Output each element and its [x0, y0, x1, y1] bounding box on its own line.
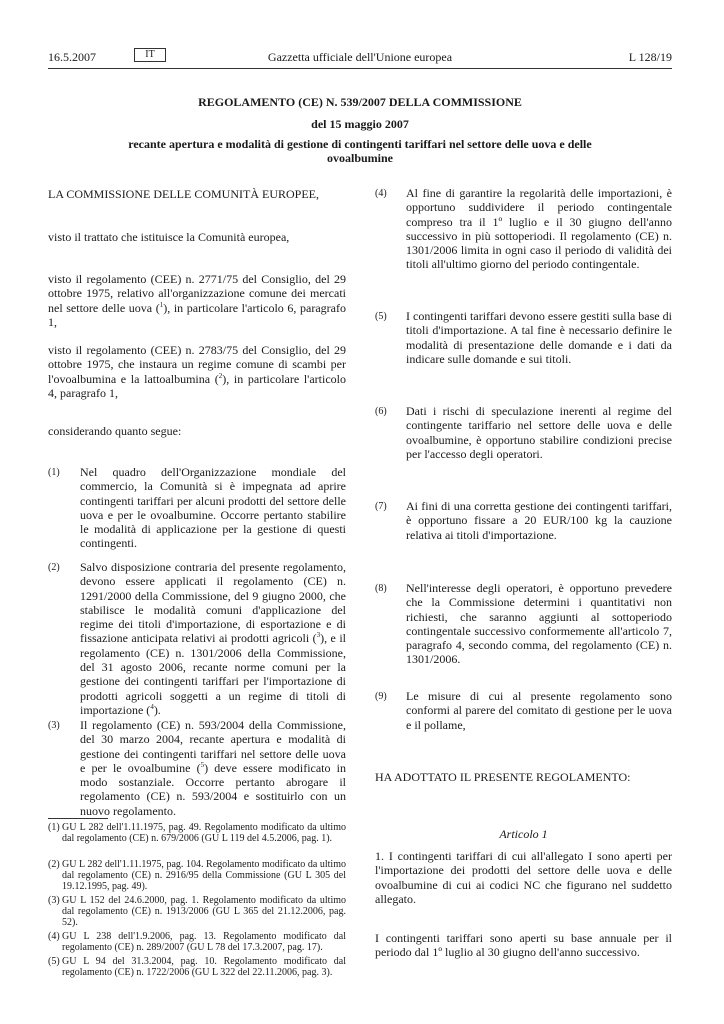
recital-1: Nel quadro dell'Organizzazione mondiale del commercio, la Comunità si è impegnata ad aprire contingenti tariffari per alcuni prodotti del settore delle uova e per le ovoalbumine. Occorre pertanto stabilire le modalità di applicazione per la gestione di questi contingenti. — [80, 465, 346, 551]
page-header — [48, 44, 672, 66]
recital-3: Il regolamento (CE) n. 593/2004 della Commissione, del 30 marzo 2004, recante apertura e modalità di gestione dei contingenti tariffari nel settore delle uova e per le ovoalbumine ($^5$) deve essere modificato in modo sostanziale. Occorre pertanto abrogare il regolamento (CE) n. 593/2004 e sostituirlo con un nuovo regolamento. — [80, 718, 346, 818]
recital-number: (6) — [375, 406, 387, 417]
recital-4: Al fine di garantire la regolarità delle importazioni, è opportuno suddividere il periodo contingentale compreso tra il 1º luglio e il 30 giugno dell'anno successivo in più sottoperiodi. Il regolamento (CE) n. 1301/2006 limita in ogni caso il periodo di validità dei titoli all'ultimo giorno del periodo contingentale. — [406, 186, 672, 272]
recital-number: (4) — [375, 188, 387, 199]
recital-2: Salvo disposizione contraria del presente regolamento, devono essere applicati il regolamento (CE) n. 1291/2000 della Commissione, del 9 giugno 2000, che stabilisce le modalità comuni d'applicazione del regime dei titoli d'importazione, di esportazione e di fissazione anticipata relativi ai prodotti agricoli ($^3$), e il regolamento (CE) n. 1301/2006 della Commissione, del 31 agosto 2006, recante norme comuni per la gestione dei contingenti tariffari per l'importazione di prodotti agricoli soggetti a un regime di titoli di importazione ($^4$). — [80, 560, 346, 717]
considerando: considerando quanto segue: — [48, 424, 182, 438]
recital-7: Ai fini di una corretta gestione dei contingenti tariffari, è opportuno fissare a 20 EUR/100 kg la cauzione relativa ai titoli d'importazione. — [406, 499, 672, 542]
recital-8: Nell'interesse degli operatori, è opportuno prevedere che la Commissione determini i quantitativi non richiesti, che saranno aggiunti al sottoperiodo contingentale successivo conformemente all'articolo 7, paragrafo 4, secondo comma, del regolamento (CE) n. 1301/2006. — [406, 581, 672, 667]
article-1-paragraph-2: I contingenti tariffari sono aperti su base annuale per il periodo dal 1º luglio al 30 giugno dell'anno successivo. — [375, 931, 672, 960]
visto-trattato: visto il trattato che istituisce la Comunità europea, — [48, 230, 290, 244]
recital-number: (3) — [48, 720, 60, 731]
language-code-box: IT — [134, 48, 166, 62]
recital-5: I contingenti tariffari devono essere gestiti sulla base di titoli d'importazione. A tal fine è necessario definire le modalità di presentazione delle domande e i dati da indicare sulle domande e sui titoli. — [406, 309, 672, 366]
recital-number: (5) — [375, 311, 387, 322]
article-1-heading: Articolo 1 — [499, 827, 548, 841]
visto-reg-2771: visto il regolamento (CEE) n. 2771/75 del Consiglio, del 29 ottobre 1975, relativo all'organizzazione comune dei mercati nel settore delle uova ($^1$), in particolare l'articolo 6, paragrafo 1, — [48, 272, 346, 329]
visto-reg-2783: visto il regolamento (CEE) n. 2783/75 del Consiglio, del 29 ottobre 1975, che instaura un regime comune di scambi per l'ovoalbumina e la lattoalbumina ($^2$), in particolare l'articolo 4, paragrafo 1, — [48, 343, 346, 400]
publication-date: 16.5.2007 — [48, 50, 96, 64]
footnote-divider — [48, 818, 108, 819]
journal-title: Gazzetta ufficiale dell'Unione europea — [267, 50, 453, 64]
article-1-paragraph-1: 1. I contingenti tariffari di cui all'allegato I sono aperti per l'importazione dei prodotti del settore delle uova e delle ovoalbumine di cui ai codici NC che figurano nel suddetto allegato. — [375, 849, 672, 906]
recital-number: (1) — [48, 467, 60, 478]
recital-number: (2) — [48, 562, 60, 573]
intro-line: LA COMMISSIONE DELLE COMUNITÀ EUROPEE, — [48, 187, 319, 201]
recital-6: Dati i rischi di speculazione inerenti al regime del contingente tariffario nel settore delle uova e delle ovoalbumine, è opportuno stabilire condizioni precise per l'accesso degli operatori. — [406, 404, 672, 461]
recital-9: Le misure di cui al presente regolamento sono conformi al parere del comitato di gestione per le uova e il pollame, — [406, 689, 672, 732]
regulation-subject: recante apertura e modalità di gestione di contingenti tariffari nel settore delle uova e delle — [128, 137, 592, 151]
recital-number: (8) — [375, 583, 387, 594]
regulation-title: REGOLAMENTO (CE) N. 539/2007 DELLA COMMISSIONE — [198, 95, 522, 109]
recital-number: (7) — [375, 501, 387, 512]
regulation-date: del 15 maggio 2007 — [311, 117, 409, 131]
regulation-subject-cont: ovoalbumine — [326, 151, 393, 165]
adoption-clause: HA ADOTTATO IL PRESENTE REGOLAMENTO: — [375, 770, 631, 784]
page-reference: L 128/19 — [628, 50, 672, 64]
recital-number: (9) — [375, 691, 387, 702]
header-divider — [48, 68, 672, 69]
